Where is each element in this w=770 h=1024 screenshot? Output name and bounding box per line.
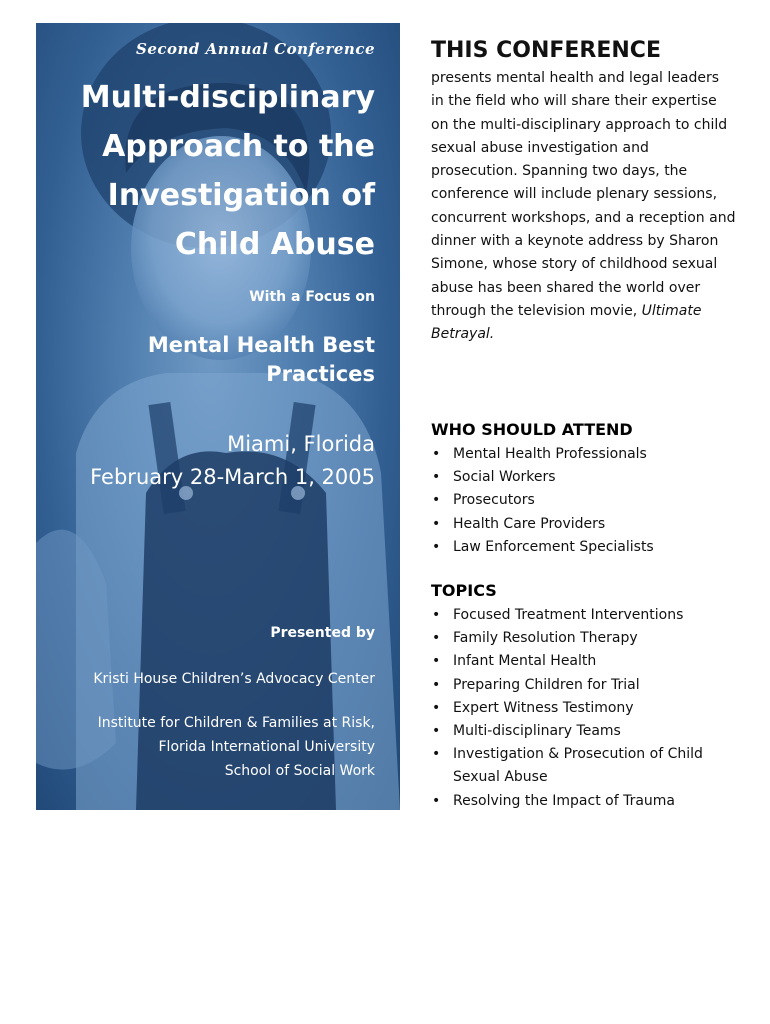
presenter-fiu xyxy=(36,711,375,783)
conference-title: Multi-disciplinary Approach to the Investigation of Child Abuse xyxy=(80,80,375,262)
conference-body xyxy=(431,67,736,347)
list-item: • Mental Health Professionals xyxy=(431,443,736,466)
topics-heading: TOPICS xyxy=(431,581,497,600)
presenter-kristi-house: Kristi House Children’s Advocacy Center xyxy=(93,671,375,687)
conference-body-text: presents mental health and legal leaders in the field who will share their expertise on the multi-disciplinary approach to child sexual abuse investigation and prosecution. Spanning two days, the conference will include plenary sessions, concurrent workshops, and a reception and dinner with a keynote address by Sharon Simone, whose story of childhood sexual abuse has been shared the world over through the television movie, xyxy=(431,70,736,319)
focus-label: With a Focus on xyxy=(249,289,375,305)
list-item: • Focused Treatment Interventions xyxy=(431,604,736,627)
event-dates: February 28-March 1, 2005 xyxy=(90,465,375,489)
list-item: • Multi-disciplinary Teams xyxy=(431,720,736,743)
presenter-fiu-line1: Institute for Children & Families at Risk, xyxy=(97,715,375,731)
list-item: • Family Resolution Therapy xyxy=(431,627,736,650)
presented-by-label: Presented by xyxy=(270,625,375,641)
conference-heading: THIS CONFERENCE xyxy=(431,38,661,63)
who-should-attend-heading: WHO SHOULD ATTEND xyxy=(431,420,633,439)
event-location: Miami, Florida xyxy=(227,432,375,456)
presenter-fiu-line3: School of Social Work xyxy=(224,763,375,779)
cover-panel xyxy=(36,23,400,810)
presenter-fiu-line2: Florida International University xyxy=(158,739,375,755)
focus-topic: Mental Health Best Practices xyxy=(147,333,375,386)
conference-subtitle: Second Annual Conference xyxy=(136,40,375,58)
list-item: • Health Care Providers xyxy=(431,513,736,536)
attendee-list xyxy=(431,443,736,559)
list-item: • Infant Mental Health xyxy=(431,650,736,673)
list-item: • Resolving the Impact of Trauma xyxy=(431,790,736,813)
list-item: • Social Workers xyxy=(431,466,736,489)
list-item: • Expert Witness Testimony xyxy=(431,697,736,720)
topics-list xyxy=(431,604,736,813)
list-item: • Law Enforcement Specialists xyxy=(431,536,736,559)
event-location-dates xyxy=(36,428,375,494)
list-item: • Preparing Children for Trial xyxy=(431,674,736,697)
movie-title: Ultimate Betrayal. xyxy=(431,302,702,343)
list-item: • Prosecutors xyxy=(431,489,736,512)
list-item: • Investigation & Prosecution of Child Sexual Abuse xyxy=(431,743,736,789)
conference-description xyxy=(431,38,736,347)
